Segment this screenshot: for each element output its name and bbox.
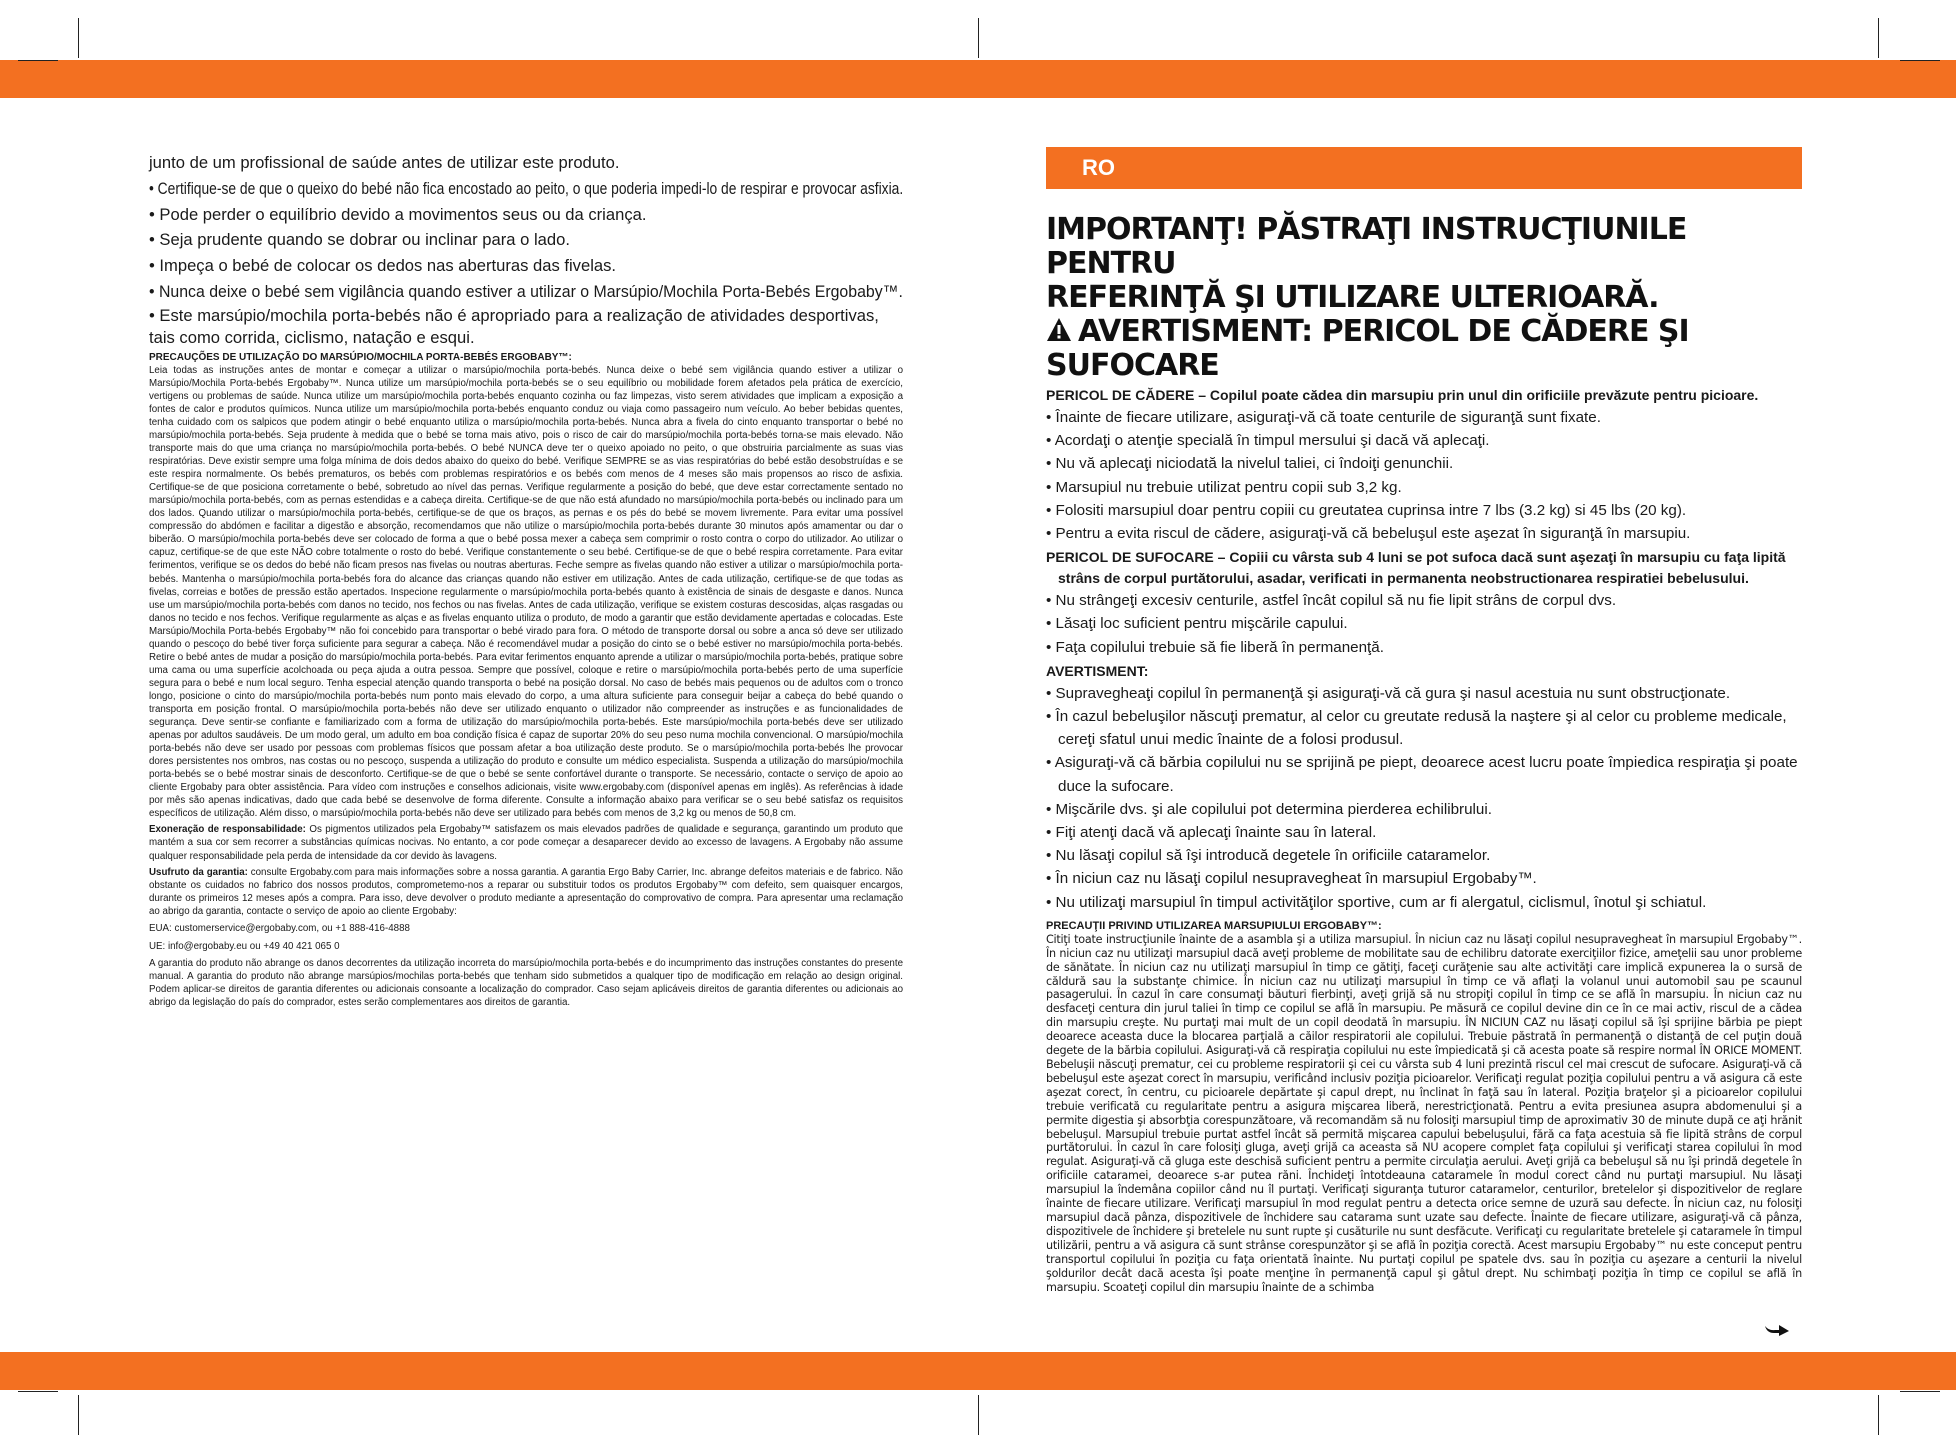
list-item: • În cazul bebeluşilor născuţi prematur, al celor cu greutate redusă la naştere şi al celor cu probleme medicale, cereţi sfatul unui medic înainte de a folosi produsul. (1046, 708, 1787, 749)
warranty-paragraph (149, 866, 903, 918)
crop-mark (1900, 60, 1940, 61)
language-label: RO (1082, 155, 1115, 180)
precautions-paragraph: Citiţi toate instrucţiunile înainte de a asambla şi a utiliza marsupiul. În niciun caz nu lăsaţi copilul nesupravegheat în marsupiul Ergobaby™. În niciun caz nu utilizaţi marsupiul dacă aveţi probleme de mobilitate sau de echilibru datorate exerciţiilor fizice, ameţelii sau unor probleme de sănătate. În niciun caz nu utilizaţi marsupiul în timp ce gătiţi, faceţi curăţenie sau alte activităţi care implică expunerea la o sursă de căldură sau la substanţe chimice. În niciun caz nu utilizaţi marsupiul în timp ce vă aflaţi la volanul unui automobil sau pe scaunul pasagerului. În cazul în care consumaţi băuturi fierbinţi, aveţi grijă să nu stropiţi copilul în timp ce se află în marsupiu. În niciun caz nu desfaceţi centura din jurul taliei în timp ce copilul se află în marsupiu. Pe măsură ce copilul devine din ce în ce mai activ, riscul de a cădea din marsupiu creşte. Nu purtaţi mai mult de un copil deodată în marsupiu. ÎN NICIUN CAZ nu lăsaţi copilul să îşi sprijine bărbia pe piept deoarece aceasta duce la blocarea parţială a căilor respiratorii ale copilului. Trebuie păstrată în permanenţă o distanţă de cel puţin două degete de la bărbia copilului. Asiguraţi-vă că respiraţia copilului nu este împiedicată şi că acesta poate să respire normal ÎN ORICE MOMENT. Bebeluşii născuţi prematur, cei cu probleme respiratorii şi cei cu vârsta sub 4 luni prezintă riscul cel mai crescut de sufocare. Asiguraţi-vă că bebeluşul este aşezat corect în marsupiu, verificând inclusiv poziţia picioarelor. Verificaţi regulat poziţia copilului pentru a vă asigura că este aşezat corect, în centru, cu picioarele depărtate şi capul drept, nu înclinat în faţă sau în lateral. Poziţia braţelor şi a picioarelor copilului trebuie verificată cu regularitate pentru a asigura mişcarea liberă, nerestricţionată. Pentru a evita presiunea asupra abdomenului şi a permite digestia şi absorbţia corespunzătoare, vă recomandăm să nu folosiţi marsupiul timp de aproximativ 30 de minute după ce aţi hrănit bebeluşul. Marsupiul trebuie purtat astfel încât să permită mişcarea capului bebeluşului, fără ca faţa acestuia să fie lipită strâns de corpul purtătorului. În cazul în care folosiţi gluga, aveţi grijă ca aceasta să NU acopere complet faţa copilului şi verificaţi starea copilului în mod regulat. Asiguraţi-vă că gluga este deschisă suficient pentru a permite circulaţia aerului. Aveţi grijă ca bebeluşul să nu îşi prindă degetele în orificiile cataramei, deoarece s-ar putea răni. Închideţi întotdeauna cataramele în modul corect când nu purtaţi marsupiul. Nu lăsaţi marsupiul la îndemâna copiilor când nu îl purtaţi. Verificaţi siguranţa tuturor cataramelor, centurilor, bretelelor şi dispozitivelor de reglare înainte de fiecare utilizare. Verificaţi marsupiul în mod regulat pentru a detecta orice semne de uzură sau defecte. În niciun caz, nu folosiţi marsupiul dacă pânza, dispozitivele de închidere sau catarama sunt uzate sau defecte. Înainte de fiecare utilizare, asiguraţi-vă că pânza, dispozitivele de închidere şi bretelele nu sunt rupte şi cusăturile nu sunt desfăcute. Verificaţi cu regularitate bretelele şi cataramele în timpul utilizării, pentru a vă asigura că sunt strânse corespunzător şi se află în poziţia corectă. Acest marsupiu Ergobaby™ nu este conceput pentru transportul copilului în poziţia cu faţa orientată înainte. Nu purtaţi copilul pe spatele dvs. sau în poziţia cu aşezare a centurii la nivelul şoldurilor decât dacă acesta îşi poate menţine în permanenţă capul şi gâtul drept. Nu schimbaţi poziţia în timp ce copilul se află în marsupiu. Scoateţi copilul din marsupiu înainte de a schimba (1046, 932, 1802, 1294)
list-item: • Nu vă aplecaţi niciodată la nivelul taliei, ci îndoiţi genunchii. (1046, 455, 1454, 473)
crop-mark (78, 18, 79, 58)
list-item: • Faţa copilului trebuie să fie liberă în permanenţă. (1046, 638, 1384, 656)
list-item: • Înainte de fiecare utilizare, asiguraţi-vă că toate centurile de siguranţă sunt fixate. (1046, 409, 1601, 426)
list-item: • Este marsúpio/mochila porta-bebés não é apropriado para a realização de atividades desportivas, tais como corrida, ciclismo, natação e esqui. (149, 305, 879, 347)
list-item: • Certifique-se de que o queixo do bebé não fica encostado ao peito, o que poderia impedi-lo de respirar e provocar asfixia. (149, 178, 904, 198)
warning-triangle-icon (1046, 317, 1072, 343)
crop-mark (78, 1395, 79, 1435)
list-item: • În niciun caz nu lăsaţi copilul nesupravegheat în marsupiul Ergobaby™. (1046, 870, 1537, 888)
title-line: IMPORTANŢ! PĂSTRAŢI INSTRUCŢIUNILE PENTRU (1046, 212, 1687, 281)
precautions-heading: PRECAUŢII PRIVIND UTILIZAREA MARSUPIULUI ERGOBABY™: (1046, 919, 1382, 932)
list-item: • Mişcările dvs. şi ale copilului pot determina pierderea echilibrului. (1046, 800, 1492, 818)
list-item: • Nu lăsaţi copilul să îşi introducă degetele în orificiile cataramelor. (1046, 847, 1491, 865)
disclaimer-text: Os pigmentos utilizados pela Ergobaby™ satisfazem os mais elevados padrões de qualidade e segurança, garantindo um produto que mantém a sua cor sem recorrer a substâncias químicas nocivas. No entanto, a cor pode começar a desaparecer devido ao excesso de lavagens. A Ergobaby não assume qualquer responsabilidade pela perda de intensidade da cor devido às lavagens. (149, 824, 903, 862)
list-item: junto de um profissional de saúde antes de utilizar este produto. (149, 153, 620, 172)
list-item: • Supravegheaţi copilul în permanenţă şi asiguraţi-vă că gura şi nasul acestuia nu sunt obstrucţionate. (1046, 684, 1731, 702)
list-item: • Marsupiul nu trebuie utilizat pentru copii sub 3,2 kg. (1046, 478, 1402, 496)
precautions-heading: PRECAUÇÕES DE UTILIZAÇÃO DO MARSÚPIO/MOCHILA PORTA-BEBÉS ERGOBABY™: (149, 351, 572, 363)
warranty-text: consulte Ergobaby.com para mais informações sobre a nossa garantia. A garantia Ergo Baby Carrier, Inc. abrange defeitos materiais e de fabrico. Não obstante os cuidados no fabrico dos nossos produtos, comprometemo-nos a reparar ou substituir todos os produtos Ergobaby™ com defeito, sem quaisquer encargos, durante os primeiros 12 meses após a compra. Para isso, deve devolver o produto mediante a apresentação do comprovativo de compra. Para apresentar uma reclamação ao abrigo da garantia, contacte o serviço de apoio ao cliente Ergobaby: (149, 866, 903, 917)
warranty-label: Usufruto da garantia: (149, 866, 248, 878)
crop-mark (1878, 18, 1879, 58)
crop-mark (1878, 1395, 1879, 1435)
title-line: REFERINŢĂ ŞI UTILIZARE ULTERIOARĂ. (1046, 280, 1659, 315)
contact-usa: EUA: customerservice@ergobaby.com, ou +1 888-416-4888 (149, 922, 410, 934)
list-item: • Folositi marsupiul doar pentru copiii cu greutatea cuprinsa intre 7 lbs (3.2 kg) si 45 lbs (20 kg). (1046, 501, 1687, 519)
crop-mark (18, 60, 58, 61)
portuguese-column (149, 150, 903, 1012)
list-item: • Impeça o bebé de colocar os dedos nas aberturas das fivelas. (149, 256, 617, 276)
crop-mark (978, 1395, 979, 1435)
contact-eu: UE: info@ergobaby.eu ou +49 40 421 065 0 (149, 940, 340, 952)
list-item: • Acordaţi o atenţie specială în timpul mersului şi dacă vă aplecaţi. (1046, 432, 1490, 450)
title-line: AVERTISMENT: PERICOL DE CĂDERE ŞI SUFOCARE (1046, 314, 1689, 383)
warning-heading: AVERTISMENT: (1046, 662, 1149, 679)
list-item: • Nu utilizaţi marsupiul în timpul activităţilor sportive, cum ar fi alergatul, ciclismul, înotul şi schiatul. (1046, 893, 1707, 911)
list-item: • Seja prudente quando se dobrar ou inclinar para o lado. (149, 230, 570, 250)
list-item: • Pentru a evita riscul de cădere, asiguraţi-vă că bebeluşul este aşezat în siguranţă în marsupiu. (1046, 525, 1691, 543)
crop-mark (1900, 1391, 1940, 1392)
disclaimer-label: Exoneração de responsabilidade: (149, 824, 306, 836)
language-label-bar (1046, 147, 1802, 189)
list-item: • Fiţi atenţi dacă vă aplecaţi înainte sau în lateral. (1046, 824, 1377, 842)
fall-hazard-heading: PERICOL DE CĂDERE – Copilul poate cădea din marsupiu prin unul din orificiile prevăzute pentru picioare. (1046, 387, 1759, 403)
list-item: • Lăsaţi loc suficient pentru mişcările capului. (1046, 615, 1348, 633)
list-item: • Nunca deixe o bebé sem vigilância quando estiver a utilizar o Marsúpio/Mochila Porta-Bebés Ergobaby™. (149, 281, 903, 301)
list-item: • Pode perder o equilíbrio devido a movimentos seus ou da criança. (149, 204, 647, 224)
top-color-band (0, 60, 1956, 98)
list-item: • Nu strângeţi excesiv centurile, astfel încât copilul să nu fie lipit strâns de corpul dvs. (1046, 592, 1617, 610)
crop-mark (18, 1391, 58, 1392)
suffocation-hazard-heading: PERICOL DE SUFOCARE – Copiii cu vârsta sub 4 luni se pot sufoca dacă sunt aşezaţi în marsupiu cu faţa lipită strâns de corpul purtătorului, asadar, verificati in permanenta neobstructionarea respiratiei bebelusului. (1046, 549, 1786, 587)
precautions-paragraph: Leia todas as instruções antes de montar e começar a utilizar o marsúpio/mochila porta-bebés. Nunca deixe o bebé sem vigilância quando estiver a utilizar o Marsúpio/Mochila Porta-bebés Ergobaby™. Nunca utilize um marsúpio/mochila porta-bebés se o seu equilíbrio ou mobilidade forem afetados pela prática de exercício, vertigens ou problemas de saúde. Nunca utilize um marsúpio/mochila porta-bebés enquanto cozinha ou faz limpezas, visto serem atividades que implicam a exposição a fontes de calor e produtos químicos. Nunca utilize um marsúpio/mochila porta-bebés enquanto conduz ou viaja como passageiro num veículo. Ao beber bebidas quentes, tenha cuidado com os salpicos que podem atingir o bebé enquanto utiliza o marsúpio/mochila porta-bebés. Nunca abra a fivela do cinto enquanto transportar o bebé no marsúpio/mochila porta-bebés. Seja prudente à medida que o bebé se torna mais ativo, pois o risco de cair do marsúpio/mochila porta-bebés torna-se mais elevado. Não transporte mais do que uma criança no marsúpio/mochila porta-bebés. O bebé NUNCA deve ter o queixo apoiado no peito, o que obstruiria parcialmente as suas vias respiratórias. Deve existir sempre uma folga mínima de dois dedos abaixo do queixo do bebé. Verifique SEMPRE se as vias respiratórias do bebé estão desobstruídas e se este respira normalmente. Os bebés prematuros, os bebés com problemas respiratórios e os bebés com menos de 4 meses são mais propensos ao risco de asfixia. Certifique-se de que posiciona corretamente o bebé, sobretudo ao nível das pernas. Verifique regularmente a posição do bebé, que deve estar correctamente sentado no marsúpio/mochila porta-bebés, com as pernas estendidas e a cabeça direita. Certifique-se de que não está afundado no marsúpio/mochila porta-bebés ou inclinado para um dos lados. Quando utilizar o marsúpio/mochila porta-bebés, certifique-se de que os braços, as pernas e os pés do bebé se movem livremente. Para evitar uma possível compressão do abdómen e facilitar a digestão e absorção, recomendamos que não utilize o marsúpio/mochila porta-bebés durante 30 minutos após amamentar ou dar o biberão. O marsúpio/mochila porta-bebés deve ser colocado de forma a que o bebé possa mexer a cabeça sem comprimir o rosto contra o corpo do utilizador. Ao utilizar o capuz, certifique-se de que este NÃO cobre totalmente o rosto do bebé. Verifique constantemente o seu bebé. Certifique-se de que o bebé respira corretamente. Para evitar ferimentos, verifique se os dedos do bebé não ficam presos nas fivelas ou noutras aberturas. Feche sempre as fivelas quando não estiver a utilizar o marsúpio/mochila porta-bebés. Mantenha o marsúpio/mochila porta-bebés fora do alcance das crianças quando não estiver em utilização. Antes de cada utilização, certifique-se de que todas as fivelas, correias e botões de pressão estão apertados. Inspecione regularmente o marsúpio/mochila porta-bebés quanto à existência de sinais de desgaste e danos. Nunca use um marsúpio/mochila porta-bebés com danos no tecido, nos fechos ou nas fivelas. Antes de cada utilização, verifique se existem costuras descosidas, alças rasgadas ou danos no tecido e nos fechos. Verifique regularmente as alças e as fivelas enquanto utiliza o produto, de modo a garantir que estão devidamente apertadas e colocadas. Este Marsúpio/Mochila Porta-bebés Ergobaby™ não foi concebido para transportar o bebé virado para fora. O método de transporte dorsal ou sobre a anca só deve ser utilizado quando o pescoço do bebé tiver força suficiente para segurar a cabeça. Não é recomendável mudar a posição do cinto se o bebé estiver no marsúpio/mochila porta-bebés. Retire o bebé antes de mudar a posição do marsúpio/mochila porta-bebés. Para evitar ferimentos enquanto aprende a utilizar o marsúpio/mochila porta-bebés, pratique sobre uma cama ou uma superfície acolchoada ou peça ajuda a outra pessoa. Sempre que possível, coloque e retire o marsúpio/mochila porta-bebés perto de uma superfície segura para o bebé e num local seguro. Tenha especial atenção quando transporta o bebé na posição dorsal. No caso de bebés mais pequenos ou de adultos com o tronco longo, posicione o cinto do marsúpio/mochila porta-bebés num ponto mais elevado do corpo, a uma altura suficiente para conseguir beijar a cabeça do bebé quando o transporta em posição frontal. O marsúpio/mochila porta-bebés não deve ser utilizado enquanto o utilizador não compreender as instruções e as funcionalidades de segurança. Deve sentir-se confiante e familiarizado com a forma de utilização do marsúpio/mochila porta-bebés. Este marsúpio/mochila porta-bebés deve ser utilizado apenas por adultos saudáveis. De um modo geral, um adulto em boa condição física é capaz de suportar 20% do seu peso numa mochila convencional. O marsúpio/mochila porta-bebés não deve ser usado por pessoas com problemas físicos que possam afetar a boa utilização deste produto. Se o marsúpio/mochila porta-bebés lhe provocar dores persistentes nos ombros, nas costas ou no pescoço, suspenda a utilização do produto e consulte um médico especialista. Suspenda a utilização do marsúpio/mochila porta-bebés se o bebé mostrar sinais de desconforto. Certifique-se de que o bebé se sente confortável durante o transporte. Se necessário, contacte o serviço de apoio ao cliente Ergobaby para obter assistência. Para vídeo com instruções e conselhos adicionais, visite www.ergobaby.com (disponível apenas em inglês). As referências à idade por mês são apenas indicativas, dado que cada bebé se desenvolve de forma diferente. Consulte a informação abaixo para verificar se o seu bebé satisfaz os requisitos específicos de utilização. Além disso, o marsúpio/mochila porta-bebés não deve ser utilizado para bebés com menos de 3,2 kg ou menos de 50,8 cm. (149, 364, 903, 820)
warranty-limits-paragraph: A garantia do produto não abrange os danos decorrentes da utilização incorreta do marsúpio/mochila porta-bebés e do incumprimento das instruções constantes do presente manual. A garantia do produto não abrange marsúpios/mochilas porta-bebés que tenham sido submetidos a qualquer tipo de modificação em relação ao design original. Podem aplicar-se direitos de garantia diferentes ou adicionais consoante a localização do comprador. Caso sejam aplicáveis direitos de garantia diferentes ou adicionais ao abrigo da legislação do país do comprador, estes serão complementares aos direitos de garantia. (149, 957, 903, 1008)
page-title (1046, 213, 1802, 383)
romanian-column (1046, 147, 1802, 1294)
crop-mark (978, 18, 979, 58)
bottom-color-band (0, 1352, 1956, 1390)
continue-arrow-icon (1765, 1322, 1789, 1336)
disclaimer-paragraph (149, 823, 903, 862)
title-warning-line (1046, 315, 1802, 383)
list-item: • Asiguraţi-vă că bărbia copilului nu se sprijină pe piept, deoarece acest lucru poate împiedica respiraţia şi poate duce la sufocare. (1046, 754, 1798, 795)
